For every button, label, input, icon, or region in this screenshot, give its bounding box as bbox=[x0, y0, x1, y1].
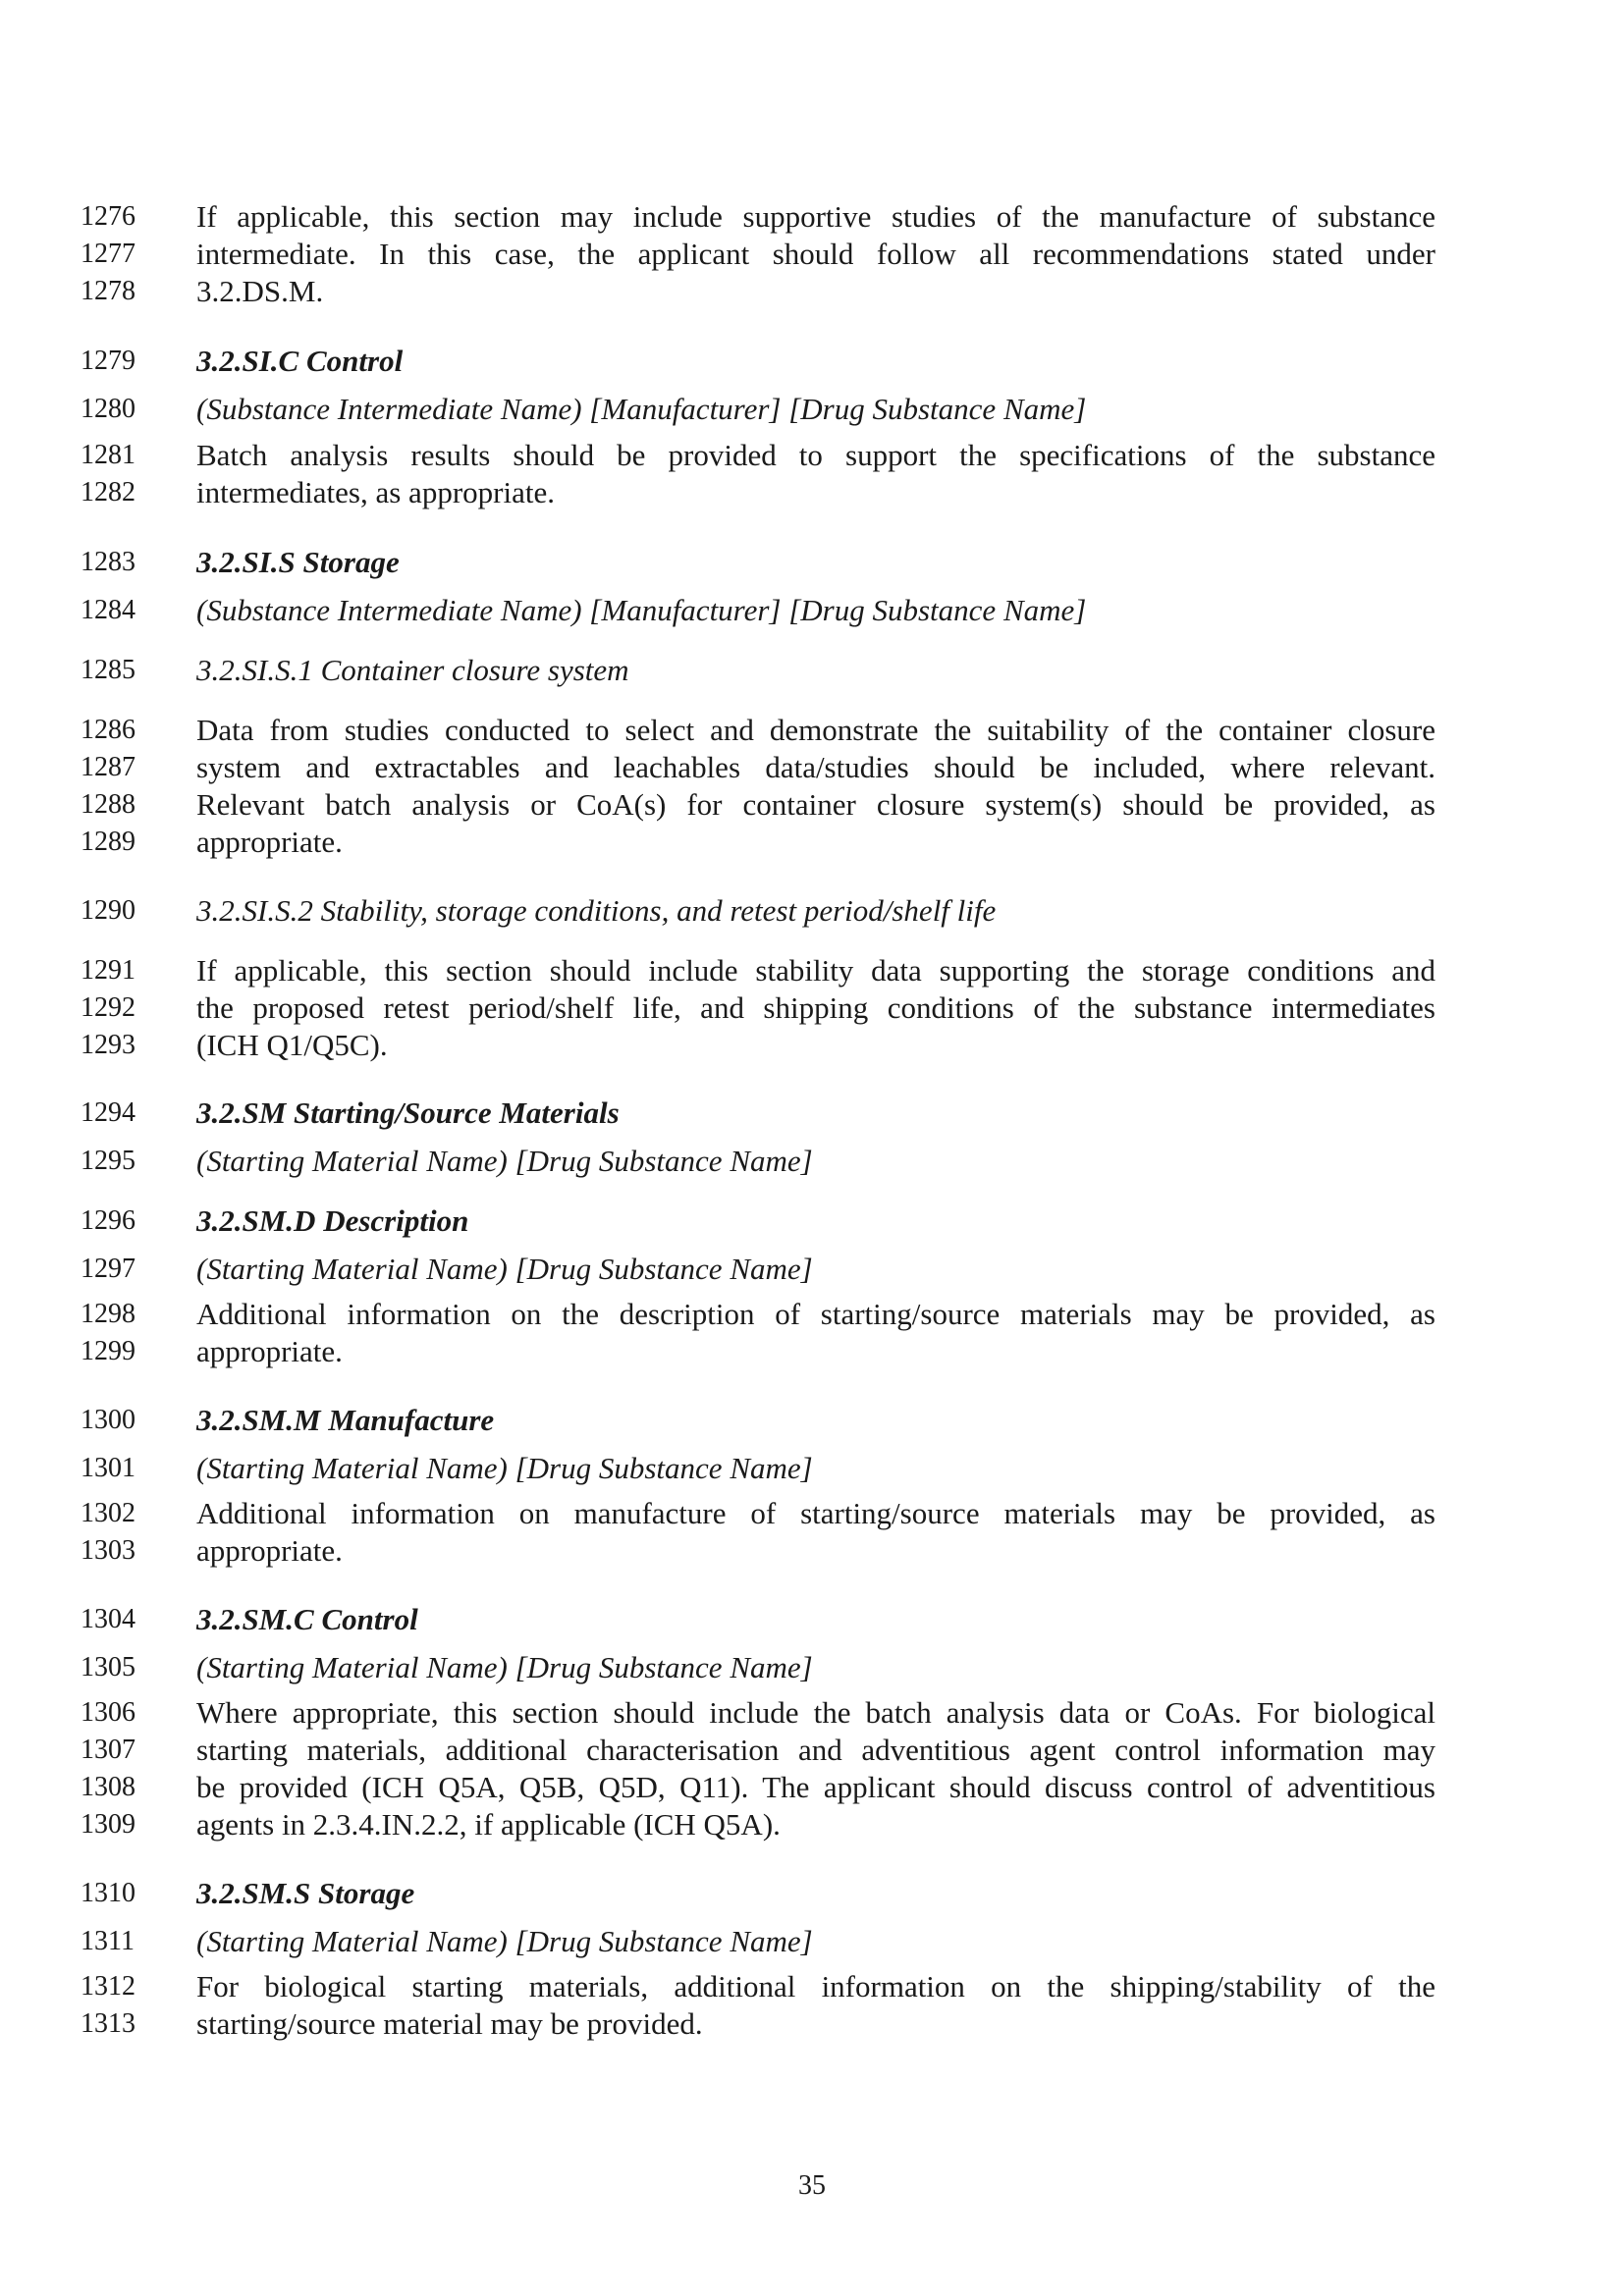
body-line bbox=[0, 749, 1624, 786]
italic-line bbox=[0, 1923, 1624, 1960]
body-text: the proposed retest period/shelf life, and shipping conditions of the substance intermediates bbox=[196, 990, 1435, 1025]
heading-text: 3.2.SM Starting/Source Materials bbox=[196, 1095, 620, 1130]
section-heading bbox=[0, 1601, 1624, 1638]
body-line bbox=[0, 1495, 1624, 1532]
body-text: Batch analysis results should be provided to support the specifications of the substance bbox=[196, 438, 1435, 472]
heading-text: 3.2.SI.S Storage bbox=[196, 545, 400, 579]
line-number: 1295 bbox=[81, 1146, 135, 1176]
body-line bbox=[0, 1732, 1624, 1769]
body-line bbox=[0, 952, 1624, 989]
line-number: 1304 bbox=[81, 1604, 135, 1634]
body-text: intermediates, as appropriate. bbox=[196, 475, 555, 509]
line-number: 1289 bbox=[81, 827, 135, 857]
line-number: 1299 bbox=[81, 1336, 135, 1366]
body-line bbox=[0, 2005, 1624, 2043]
italic-text: (Starting Material Name) [Drug Substance Name] bbox=[196, 1144, 813, 1178]
line-number: 1303 bbox=[81, 1535, 135, 1566]
body-line bbox=[0, 1769, 1624, 1806]
body-line bbox=[0, 712, 1624, 749]
line-number: 1291 bbox=[81, 955, 135, 986]
section-heading bbox=[0, 544, 1624, 581]
body-line bbox=[0, 236, 1624, 273]
line-number: 1279 bbox=[81, 346, 135, 376]
subheading-text: 3.2.SI.S.2 Stability, storage conditions, and retest period/shelf life bbox=[196, 893, 997, 928]
italic-line bbox=[0, 1251, 1624, 1288]
body-text: 3.2.DS.M. bbox=[196, 274, 324, 308]
line-number: 1298 bbox=[81, 1299, 135, 1329]
line-number: 1308 bbox=[81, 1772, 135, 1802]
line-number: 1296 bbox=[81, 1205, 135, 1236]
body-line bbox=[0, 1532, 1624, 1570]
italic-text: (Starting Material Name) [Drug Substance Name] bbox=[196, 1252, 813, 1286]
body-line bbox=[0, 1968, 1624, 2005]
line-number: 1305 bbox=[81, 1652, 135, 1682]
body-line bbox=[0, 1027, 1624, 1064]
italic-text: (Substance Intermediate Name) [Manufacturer] [Drug Substance Name] bbox=[196, 392, 1087, 426]
section-heading bbox=[0, 1202, 1624, 1240]
line-number: 1313 bbox=[81, 2008, 135, 2039]
body-text: Relevant batch analysis or CoA(s) for container closure system(s) should be provided, as bbox=[196, 787, 1435, 822]
line-number: 1287 bbox=[81, 752, 135, 782]
line-number: 1307 bbox=[81, 1735, 135, 1765]
line-number: 1278 bbox=[81, 276, 135, 306]
body-line bbox=[0, 1296, 1624, 1333]
line-number: 1285 bbox=[81, 655, 135, 685]
page-number: 35 bbox=[798, 2170, 826, 2201]
line-number: 1312 bbox=[81, 1971, 135, 2002]
italic-line bbox=[0, 391, 1624, 428]
line-number: 1302 bbox=[81, 1498, 135, 1528]
body-text: For biological starting materials, additional information on the shipping/stability of the bbox=[196, 1969, 1435, 2003]
line-number: 1290 bbox=[81, 895, 135, 926]
italic-text: (Starting Material Name) [Drug Substance Name] bbox=[196, 1451, 813, 1485]
subheading-text: 3.2.SI.S.1 Container closure system bbox=[196, 653, 629, 687]
subsection-heading bbox=[0, 892, 1624, 930]
body-text: (ICH Q1/Q5C). bbox=[196, 1028, 388, 1062]
body-line bbox=[0, 273, 1624, 310]
line-number: 1297 bbox=[81, 1254, 135, 1284]
subsection-heading bbox=[0, 652, 1624, 689]
line-number: 1293 bbox=[81, 1030, 135, 1060]
italic-line bbox=[0, 1649, 1624, 1686]
body-line bbox=[0, 474, 1624, 511]
section-heading bbox=[0, 343, 1624, 380]
line-number: 1280 bbox=[81, 394, 135, 424]
italic-text: (Substance Intermediate Name) [Manufacturer] [Drug Substance Name] bbox=[196, 593, 1087, 627]
body-text: system and extractables and leachables data/studies should be included, where relevant. bbox=[196, 750, 1435, 784]
italic-text: (Starting Material Name) [Drug Substance Name] bbox=[196, 1924, 813, 1958]
body-line bbox=[0, 1806, 1624, 1843]
line-number: 1301 bbox=[81, 1453, 135, 1483]
body-text: intermediate. In this case, the applicant should follow all recommendations stated under bbox=[196, 237, 1435, 271]
heading-text: 3.2.SM.M Manufacture bbox=[196, 1403, 495, 1437]
line-number: 1283 bbox=[81, 547, 135, 577]
line-number: 1284 bbox=[81, 595, 135, 625]
heading-text: 3.2.SI.C Control bbox=[196, 344, 404, 378]
body-line bbox=[0, 824, 1624, 861]
italic-line bbox=[0, 1450, 1624, 1487]
body-text: appropriate. bbox=[196, 1533, 343, 1568]
line-number: 1286 bbox=[81, 715, 135, 745]
body-text: appropriate. bbox=[196, 1334, 343, 1368]
heading-text: 3.2.SM.C Control bbox=[196, 1602, 418, 1636]
line-number: 1309 bbox=[81, 1809, 135, 1840]
line-number: 1310 bbox=[81, 1878, 135, 1908]
body-line bbox=[0, 1333, 1624, 1370]
italic-line bbox=[0, 592, 1624, 629]
body-line bbox=[0, 786, 1624, 824]
body-text: agents in 2.3.4.IN.2.2, if applicable (ICH Q5A). bbox=[196, 1807, 781, 1842]
body-text: If applicable, this section may include supportive studies of the manufacture of substance bbox=[196, 199, 1435, 234]
line-number: 1294 bbox=[81, 1097, 135, 1128]
section-heading bbox=[0, 1875, 1624, 1912]
body-text: be provided (ICH Q5A, Q5B, Q5D, Q11). The applicant should discuss control of adventitious bbox=[196, 1770, 1435, 1804]
body-text: If applicable, this section should include stability data supporting the storage conditions and bbox=[196, 953, 1435, 988]
line-number: 1306 bbox=[81, 1697, 135, 1728]
section-heading bbox=[0, 1402, 1624, 1439]
body-text: appropriate. bbox=[196, 825, 343, 859]
body-line bbox=[0, 198, 1624, 236]
body-line bbox=[0, 1694, 1624, 1732]
body-text: starting materials, additional characterisation and adventitious agent control information may bbox=[196, 1733, 1435, 1767]
italic-text: (Starting Material Name) [Drug Substance Name] bbox=[196, 1650, 813, 1684]
line-number: 1282 bbox=[81, 477, 135, 507]
line-number: 1281 bbox=[81, 440, 135, 470]
body-text: Where appropriate, this section should include the batch analysis data or CoAs. For biological bbox=[196, 1695, 1435, 1730]
section-heading bbox=[0, 1095, 1624, 1132]
body-text: Data from studies conducted to select and demonstrate the suitability of the container closure bbox=[196, 713, 1435, 747]
body-line bbox=[0, 989, 1624, 1027]
line-number: 1311 bbox=[81, 1926, 135, 1956]
line-number: 1277 bbox=[81, 239, 135, 269]
line-number: 1276 bbox=[81, 201, 135, 232]
heading-text: 3.2.SM.D Description bbox=[196, 1203, 469, 1238]
line-number: 1288 bbox=[81, 789, 135, 820]
line-number: 1300 bbox=[81, 1405, 135, 1435]
body-text: starting/source material may be provided. bbox=[196, 2006, 703, 2041]
body-text: Additional information on manufacture of starting/source materials may be provided, as bbox=[196, 1496, 1435, 1530]
italic-line bbox=[0, 1143, 1624, 1180]
heading-text: 3.2.SM.S Storage bbox=[196, 1876, 415, 1910]
body-text: Additional information on the description of starting/source materials may be provided, as bbox=[196, 1297, 1435, 1331]
body-line bbox=[0, 437, 1624, 474]
line-number: 1292 bbox=[81, 992, 135, 1023]
